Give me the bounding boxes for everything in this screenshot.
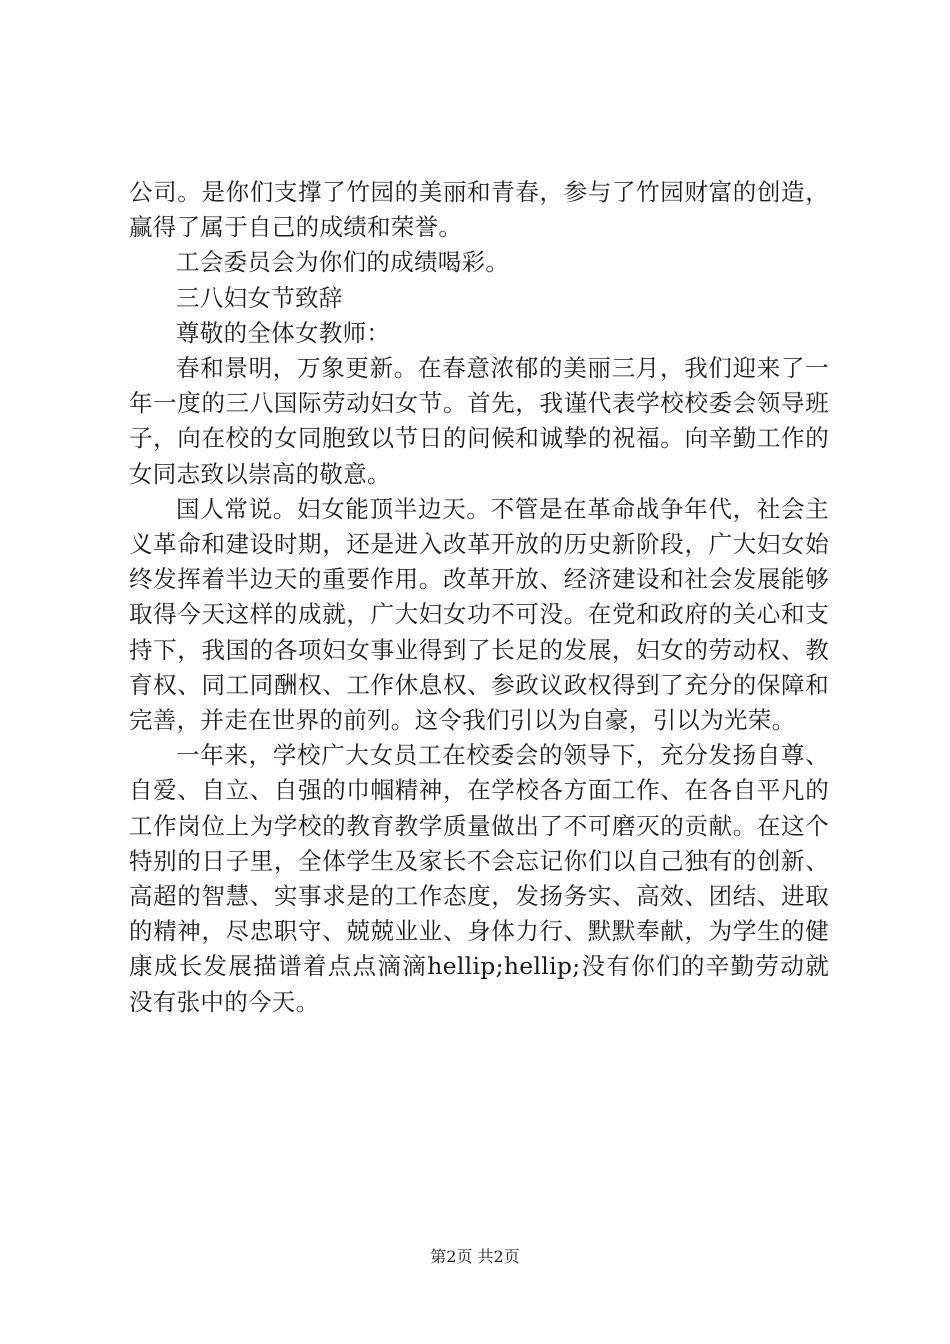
- paragraph-union-cheer: 工会委员会为你们的成绩喝彩。: [176, 248, 510, 277]
- page-number-footer: 第2页 共2页: [430, 1247, 520, 1266]
- salutation: 尊敬的全体女教师：: [176, 318, 391, 347]
- paragraph-year-review: 一年来，学校广大女员工在校委会的领导下，充分发扬自尊、自爱、自立、自强的巾帼精神，在学校各方面工作、在各自平凡的工作岗位上为学校的教育教学质量做出了不可磨灭的贡献。在这个特别的日子里，全体学生及家长不会忘记你们以自己独有的创新、高超的智慧、实事求是的工作态度，发扬务实、高效、团结、进取的精神，尽忠职守、兢兢业业、身体力行、默默奉献，为学生的健康成长发展描谱着点点滴滴hellip;hellip;没有你们的辛勤劳动就没有张中的今天。: [129, 741, 829, 1016]
- speech-title: 三八妇女节致辞: [176, 283, 343, 312]
- paragraph-continuation: 公司。是你们支撑了竹园的美丽和青春，参与了竹园财富的创造，赢得了属于自己的成绩和荣誉。: [129, 178, 829, 242]
- document-body: [129, 175, 829, 1020]
- paragraph-greeting: 春和景明，万象更新。在春意浓郁的美丽三月，我们迎来了一年一度的三八国际劳动妇女节。首先，我谨代表学校校委会领导班子，向在校的女同胞致以节日的问候和诚挚的祝福。向辛勤工作的女同志致以崇高的敬意。: [129, 354, 829, 488]
- paragraph-half-sky: 国人常说。妇女能顶半边天。不管是在革命战争年代，社会主义革命和建设时期，还是进入改革开放的历史新阶段，广大妇女始终发挥着半边天的重要作用。改革开放、经济建设和社会发展能够取得今天这样的成就，广大妇女功不可没。在党和政府的关心和支持下，我国的各项妇女事业得到了长足的发展，妇女的劳动权、教育权、同工同酬权、工作休息权、参政议政权得到了充分的保障和完善，并走在世界的前列。这令我们引以为自豪，引以为光荣。: [129, 494, 829, 735]
